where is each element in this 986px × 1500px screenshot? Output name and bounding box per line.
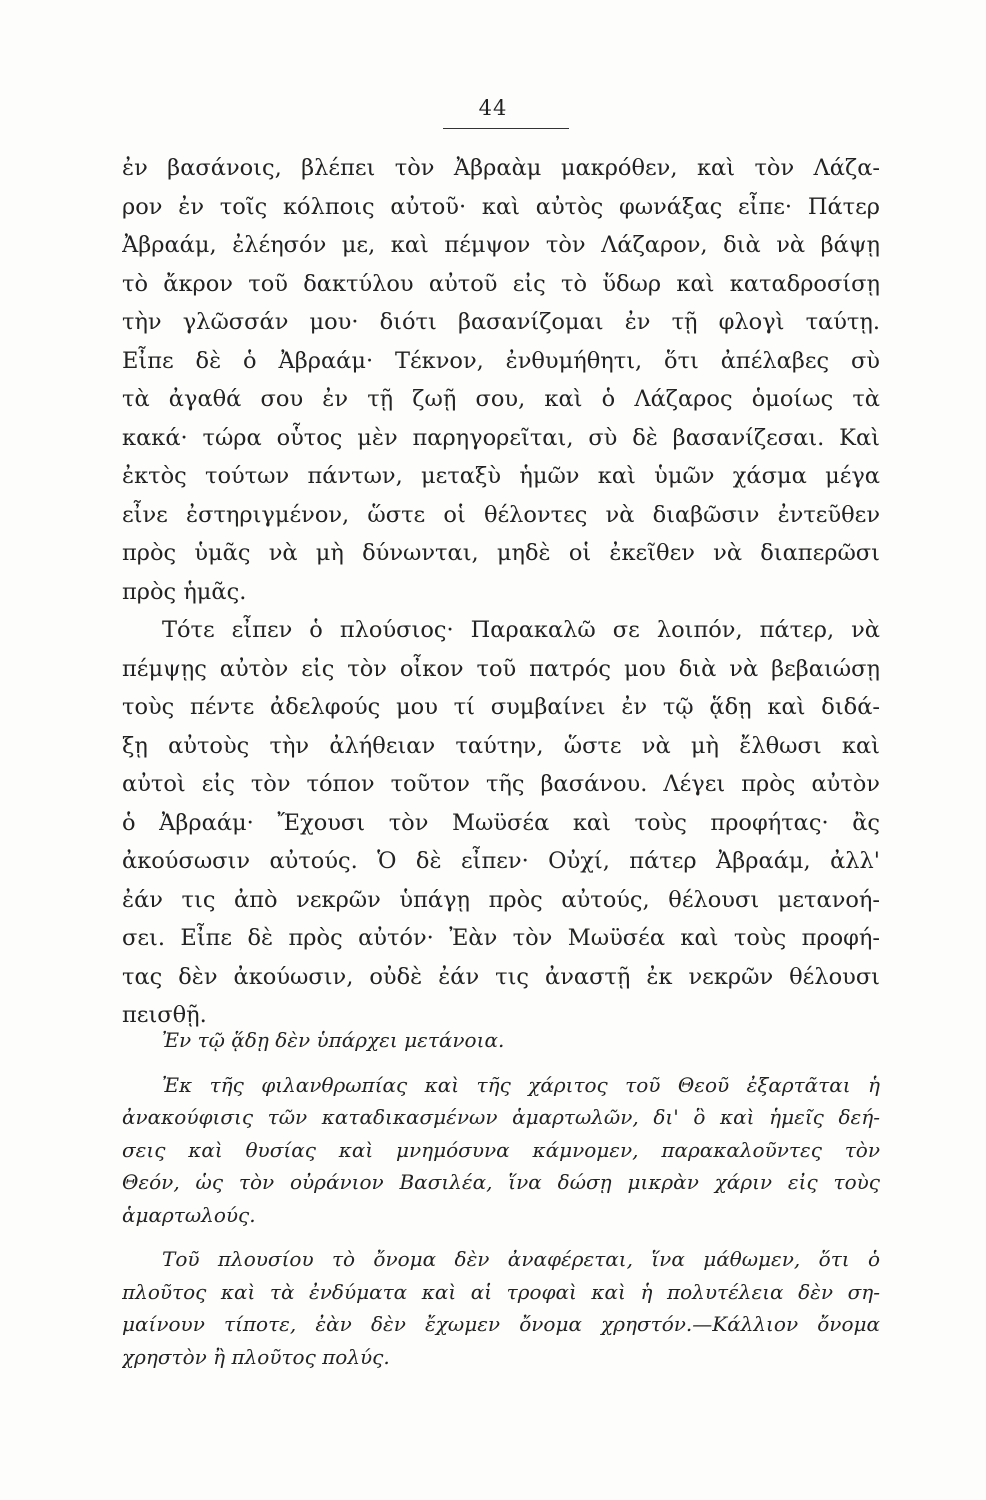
text-line: τὰ ἀγαθά σου ἐν τῇ ζωῇ σου, καὶ ὁ Λάζαρος ὁμοίως τὰ — [122, 386, 880, 412]
text-line: ἀκούσωσιν αὐτούς. Ὁ δὲ εἶπεν· Οὐχί, πάτερ Ἀβραάμ, ἀλλ' — [122, 848, 880, 874]
text-line: ὁ Ἀβραάμ· Ἔχουσι τὸν Μωϋσέα καὶ τοὺς προφήτας· ἂς — [122, 809, 880, 836]
header-rule — [443, 128, 569, 129]
text-line: ρον ἐν τοῖς κόλποις αὐτοῦ· καὶ αὐτὸς φωνάξας εἶπε· Πάτερ — [122, 193, 880, 220]
text-line: τὸ ἄκρον τοῦ δακτύλου αὐτοῦ εἰς τὸ ὕδωρ καὶ καταδροσίσῃ — [122, 270, 880, 297]
text-line: τοὺς πέντε ἀδελφούς μου τί συμβαίνει ἐν τῷ ᾅδῃ καὶ διδά- — [122, 694, 880, 720]
note-line: πλοῦτος καὶ τὰ ἐνδύματα καὶ αἱ τροφαὶ καὶ ἡ πολυτέλεια δὲν ση- — [122, 1279, 880, 1304]
note-line: χρηστὸν ἢ πλοῦτος πολύς. — [122, 1344, 390, 1369]
note-line: Ἐν τῷ ᾅδῃ δὲν ὑπάρχει μετάνοια. — [162, 1028, 505, 1052]
text-line: πεισθῇ. — [122, 1002, 207, 1028]
note-line: σεις καὶ θυσίας καὶ μνημόσυνα κάμνομεν, παρακαλοῦντες τὸν — [122, 1137, 880, 1162]
footnotes — [122, 1024, 880, 1373]
text-line: τὴν γλῶσσάν μου· διότι βασανίζομαι ἐν τῇ φλογὶ ταύτῃ. — [122, 309, 880, 335]
note-line: μαίνουν τίποτε, ἐὰν δὲν ἔχωμεν ὄνομα χρηστόν.—Κάλλιον ὄνομα — [122, 1312, 880, 1336]
text-line: ἐκτὸς τούτων πάντων, μεταξὺ ἡμῶν καὶ ὑμῶν χάσμα μέγα — [122, 463, 880, 489]
text-line: Ἀβραάμ, ἐλέησόν με, καὶ πέμψον τὸν Λάζαρον, διὰ νὰ βάψῃ — [122, 232, 880, 258]
note-line: Θεόν, ὡς τὸν οὐράνιον Βασιλέα, ἵνα δώσῃ μικρὰν χάριν εἰς τοὺς — [122, 1170, 880, 1194]
text-line: τας δὲν ἀκούωσιν, οὐδὲ ἐάν τις ἀναστῇ ἐκ νεκρῶν θέλουσι — [122, 963, 880, 990]
note-gap — [122, 1057, 880, 1069]
text-line: εἶνε ἐστηριγμένον, ὥστε οἱ θέλοντες νὰ διαβῶσιν ἐντεῦθεν — [122, 501, 880, 528]
page-number: 44 — [478, 96, 508, 120]
text-line: ξῃ αὐτοὺς τὴν ἀλήθειαν ταύτην, ὥστε νὰ μὴ ἔλθωσι καὶ — [122, 732, 880, 759]
text-line: ἐν βασάνοις, βλέπει τὸν Ἀβραὰμ μακρόθεν, καὶ τὸν Λάζα- — [122, 155, 880, 181]
note-line: ἁμαρτωλούς. — [122, 1202, 256, 1227]
text-line: Εἶπε δὲ ὁ Ἀβραάμ· Τέκνον, ἐνθυμήθητι, ὅτι ἀπέλαβες σὺ — [122, 347, 880, 374]
text-line: σει. Εἶπε δὲ πρὸς αὐτόν· Ἐὰν τὸν Μωϋσέα καὶ τοὺς προφή- — [122, 925, 880, 951]
text-line: πέμψῃς αὐτὸν εἰς τὸν οἶκον τοῦ πατρός μου διὰ νὰ βεβαιώσῃ — [122, 655, 880, 682]
text-line: Τότε εἶπεν ὁ πλούσιος· Παρακαλῶ σε λοιπόν, πάτερ, νὰ — [162, 617, 880, 643]
note-line: ἀνακούφισις τῶν καταδικασμένων ἁμαρτωλῶν, δι' ὃ καὶ ἡμεῖς δεή- — [122, 1105, 880, 1129]
note-line: Τοῦ πλουσίου τὸ ὄνομα δὲν ἀναφέρεται, ἵνα μάθωμεν, ὅτι ὁ — [162, 1247, 880, 1271]
text-line: κακά· τώρα οὗτος μὲν παρηγορεῖται, σὺ δὲ βασανίζεσαι. Καὶ — [122, 424, 880, 451]
text-line: αὐτοὶ εἰς τὸν τόπον τοῦτον τῆς βασάνου. Λέγει πρὸς αὐτὸν — [122, 771, 880, 797]
note-line: Ἐκ τῆς φιλανθρωπίας καὶ τῆς χάριτος τοῦ Θεοῦ ἐξαρτᾶται ἡ — [162, 1072, 880, 1097]
text-line: πρὸς ἡμᾶς. — [122, 578, 247, 605]
text-line: ἐάν τις ἀπὸ νεκρῶν ὑπάγῃ πρὸς αὐτούς, θέλουσι μετανοή- — [122, 886, 880, 913]
main-text — [122, 149, 880, 1035]
text-line: πρὸς ὑμᾶς νὰ μὴ δύνωνται, μηδὲ οἱ ἐκεῖθεν νὰ διαπερῶσι — [122, 540, 880, 566]
note-gap — [122, 1231, 880, 1243]
